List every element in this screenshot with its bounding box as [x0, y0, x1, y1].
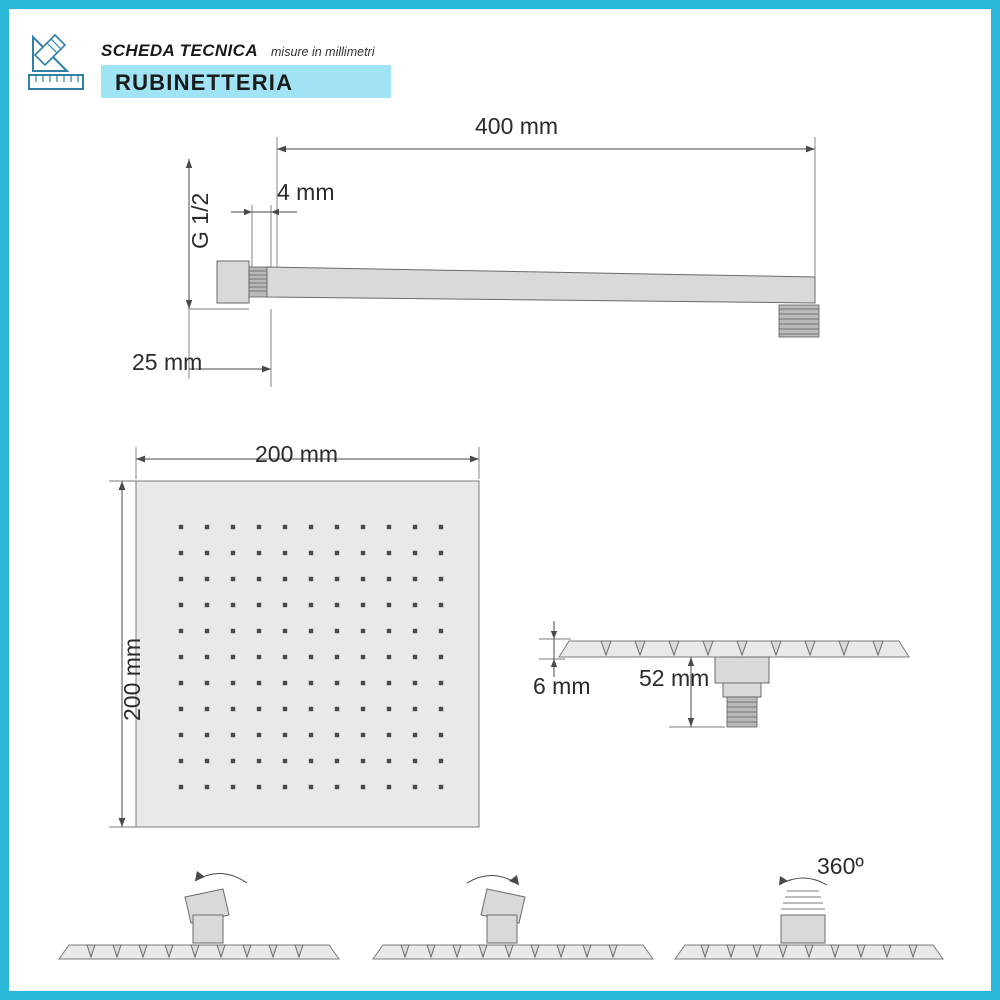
head-connector-label: 52 mm: [639, 665, 710, 691]
header-band-label: RUBINETTERIA: [115, 70, 294, 95]
tilt-right-view: [373, 875, 653, 959]
motion-views: [9, 9, 991, 991]
arm-flange-label: 25 mm: [132, 349, 203, 375]
head-height-label: 200 mm: [119, 637, 145, 721]
header-subtitle: misure in millimetri: [271, 45, 375, 59]
arm-thickness-label: 4 mm: [277, 179, 335, 205]
drawing-stage: [9, 9, 991, 991]
tilt-left-view: [59, 871, 339, 959]
arm-length-label: 400 mm: [475, 113, 559, 139]
rotation-label: 360º: [817, 853, 864, 879]
head-width-label: 200 mm: [255, 441, 339, 467]
header-title: SCHEDA TECNICA: [101, 41, 259, 60]
rotation-view: [675, 876, 943, 959]
arm-thread-label: G 1/2: [187, 192, 213, 249]
head-thickness-label: 6 mm: [533, 673, 591, 699]
